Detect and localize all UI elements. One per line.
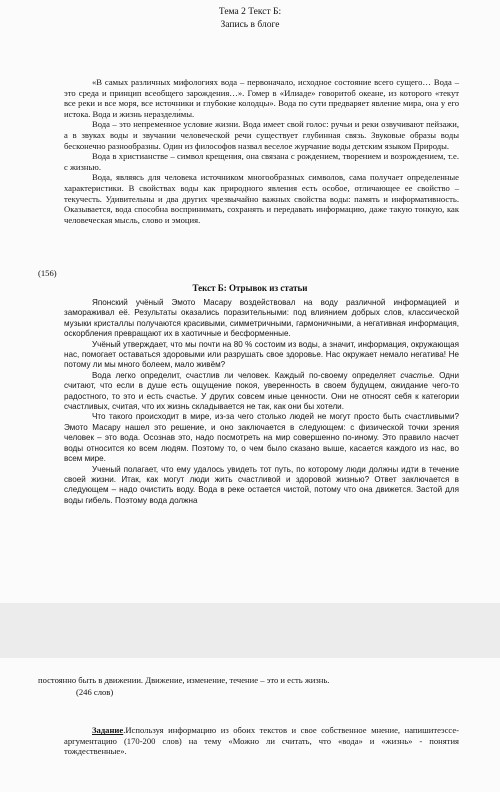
text-b-title: Текст Б: Отрывок из статьи [192, 283, 308, 293]
page-gap [0, 603, 500, 658]
italic-word: счастье. [400, 370, 435, 380]
text-b-paragraph-start: Вода легко определит, счастлив ли человек. Каждый по-своему определяет [92, 370, 401, 380]
text-b-continuation: постоянно быть в движении. Движение, изменение, течение – это и есть жизнь. [38, 675, 330, 685]
text-b-paragraph: Японский учёный Эмото Масару воздействовал на воду различной информацией и замораживал её. Результаты оказались поразительными: под влиянием добрых слов, классической музыки кристаллы получаются красивыми, симметричными, гармоничными, а негативная информация, оскорбления превращают их в хаотичные и бесформенные. [64, 298, 459, 339]
text-b-paragraph: Ученый полагает, что ему удалось увидеть тот путь, по которому люди должны идти в течение своей жизни. Итак, как могут люди жить счастливой и здоровой жизнью? Ответ заключается в следующем – надо очистить воду. Вода в реке остается чистой, потому что она движется. Застой для воды гибель. Поэтому вода должна [64, 464, 459, 505]
assignment [64, 725, 459, 757]
text-b [64, 298, 459, 506]
text-b-paragraph-end: Одни считают, что если в душе есть ощущение покоя, уверенность в своем будущем, ожидание чего-то радостного, то это и есть счастье. У других совсем иные ценности. Они не относят себя к категории счастливых, считая, что их жизнь складывается не так, как они бы хотели. [64, 370, 459, 412]
text-a [64, 77, 459, 225]
text-b-paragraph [64, 371, 459, 413]
text-a-word-count: (156) [38, 268, 57, 278]
text-b-paragraph: Учёный утверждает, что мы почти на 80 % состоим из воды, а значит, информация, окружающая нас, помогает оставаться здоровыми или разрушать свое здоровье. Нас окружает немало негатива! Не потому ли мы много болеем, мало живём? [64, 339, 459, 370]
text-a-paragraph: Вода в христианстве – символ крещения, она связана с рождением, творением и возрождением, т.е. с жизнью. [64, 151, 459, 172]
assignment-body: .Используя информацию из обоих текстов и свое собственное мнение, напишитеэссе-аргументацию (170-200 слов) на тему «Можно ли считать, что «вода» и «жизнь» - понятия тождественные». [64, 725, 459, 757]
text-a-paragraph: Вода – это непременное условие жизни. Вода имеет свой голос: ручьи и реки озвучивают пейзажи, а в звуках воды и звучании человеческой речи существует глубинная связь. Звуковые образы воды бесконечно разнообразны. Один из философов назвал веселое журчание воды детским языком Природы. [64, 119, 459, 151]
assignment-text [64, 725, 459, 757]
assignment-label: Задание [92, 725, 124, 735]
text-a-paragraph: Вода, являясь для человека источником многообразных символов, сама получает определенные характеристики. В свойствах воды как природного явления есть особое, отличающее ее свойство – текучесть. Удивительны и два других чрезвычайно важных свойства воды: память и информативность. Оказывается, вода способна воспринимать, сохранять и передавать информацию, даже такую тонкую, как человеческая мысль, слово и эмоция. [64, 172, 459, 225]
text-b-paragraph: Что такого происходит в мире, из-за чего столько людей не могут просто быть счастливыми? Эмото Масару нашел это решение, и оно заключается в следующем: с физической точки зрения человек – это вода. Осознав это, надо посмотреть на мир совершенно по-иному. Это правило насчет воды относится ко всем людям. Поэтому то, о чем было сказано выше, касается каждого из нас, во всем мире. [64, 412, 459, 464]
blog-heading: Запись в блоге [220, 20, 280, 30]
text-b-word-count: (246 слов) [76, 687, 114, 697]
text-a-paragraph: «В самых различных мифологиях вода – первоначало, исходное состояние всего сущего… Вода – это среда и принцип всеобщего зарождения…». Гомер в «Илиаде» говоритоб океане, из которого «текут все реки и все моря, все источники и глубокие колодцы». Вода по сути предваряет явление мира, она у его истока. Вода и жизнь нераздели́мы. [64, 77, 459, 119]
topic-heading: Тема 2 Текст Б: [218, 7, 282, 17]
